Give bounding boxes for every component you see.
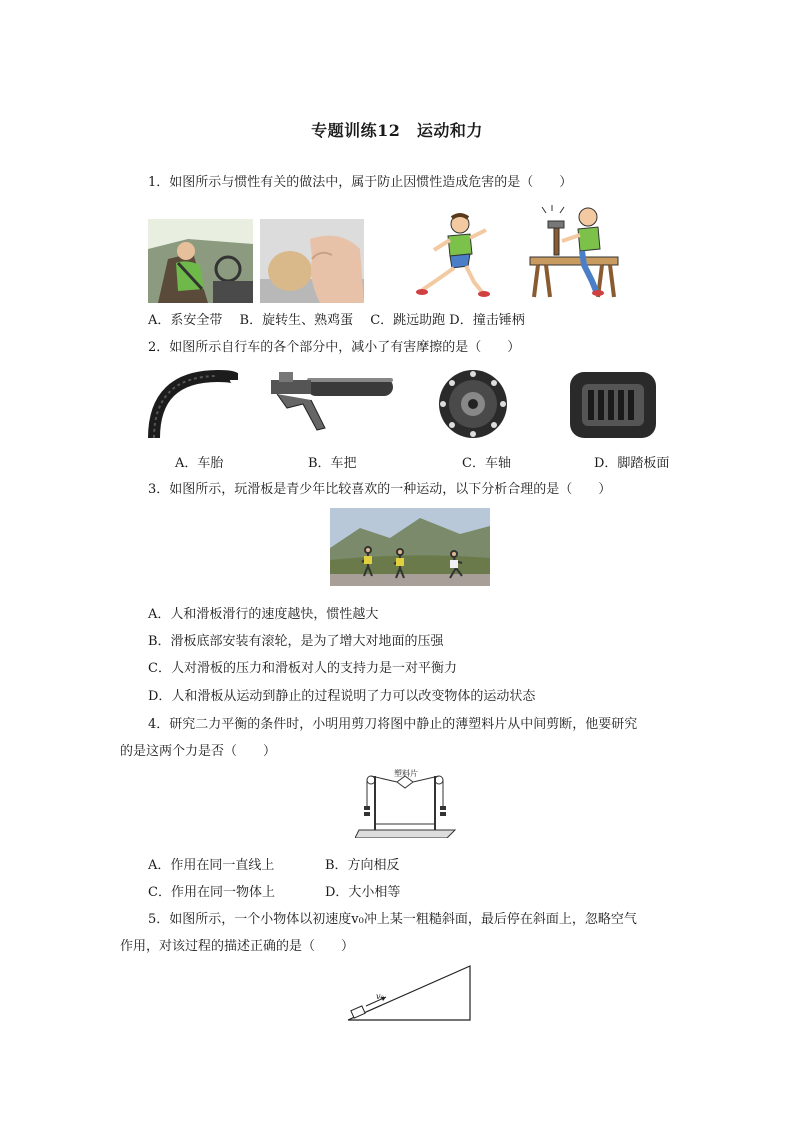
pedal-photo <box>566 368 660 442</box>
question-1-options: A．系安全带 B．旋转生、熟鸡蛋 C．跳远助跑 D．撞击锤柄 <box>148 313 525 328</box>
long-jump-run-drawing <box>412 210 492 300</box>
question-5-stem-line-1: 5．如图所示，一个小物体以初速度v₀冲上某一粗糙斜面，最后停在斜面上，忽略空气 <box>148 912 637 927</box>
egg-spin-photo <box>260 219 364 303</box>
axle-photo <box>426 366 520 442</box>
handlebar-photo <box>267 370 395 440</box>
question-4-option-c: C．作用在同一物体上 <box>148 885 275 900</box>
question-3-stem: 3．如图所示，玩滑板是青少年比较喜欢的一种运动，以下分析合理的是（ ） <box>148 482 612 497</box>
tire-photo <box>148 370 238 440</box>
question-4-option-b: B．方向相反 <box>325 858 400 873</box>
hammer-handle-drawing <box>526 205 622 301</box>
question-3-option-c: C．人对滑板的压力和滑板对人的支持力是一对平衡力 <box>148 661 457 676</box>
question-2-option-d: D．脚踏板面 <box>594 456 670 471</box>
page-title: 专题训练12 运动和力 <box>311 121 483 140</box>
question-3-option-b: B．滑板底部安装有滚轮，是为了增大对地面的压强 <box>148 634 444 649</box>
question-3-option-d: D．人和滑板从运动到静止的过程说明了力可以改变物体的运动状态 <box>148 689 536 704</box>
question-3-option-a: A．人和滑板滑行的速度越快，惯性越大 <box>148 607 379 622</box>
question-1-stem: 1．如图所示与惯性有关的做法中，属于防止因惯性造成危害的是（ ） <box>148 175 573 190</box>
question-4-option-a: A．作用在同一直线上 <box>148 858 275 873</box>
skateboard-photo <box>330 508 490 586</box>
question-2-option-a: A．车胎 <box>175 456 224 471</box>
question-2-stem: 2．如图所示自行车的各个部分中，减小了有害摩擦的是（ ） <box>148 340 521 355</box>
question-2-option-c: C．车轴 <box>462 456 511 471</box>
plastic-sheet-label: 塑料片 <box>394 769 418 778</box>
question-5-stem-line-2: 作用，对该过程的描述正确的是（ ） <box>120 939 355 954</box>
question-4-stem-line-2: 的是这两个力是否（ ） <box>120 744 277 759</box>
seatbelt-photo <box>148 219 253 303</box>
question-4-option-d: D．大小相等 <box>325 885 401 900</box>
incline-diagram <box>344 962 474 1024</box>
question-4-stem-line-1: 4．研究二力平衡的条件时，小明用剪刀将图中静止的薄塑料片从中间剪断，他要研究 <box>148 717 638 732</box>
initial-velocity-label: v₀ <box>376 992 384 1001</box>
question-2-option-b: B．车把 <box>308 456 357 471</box>
